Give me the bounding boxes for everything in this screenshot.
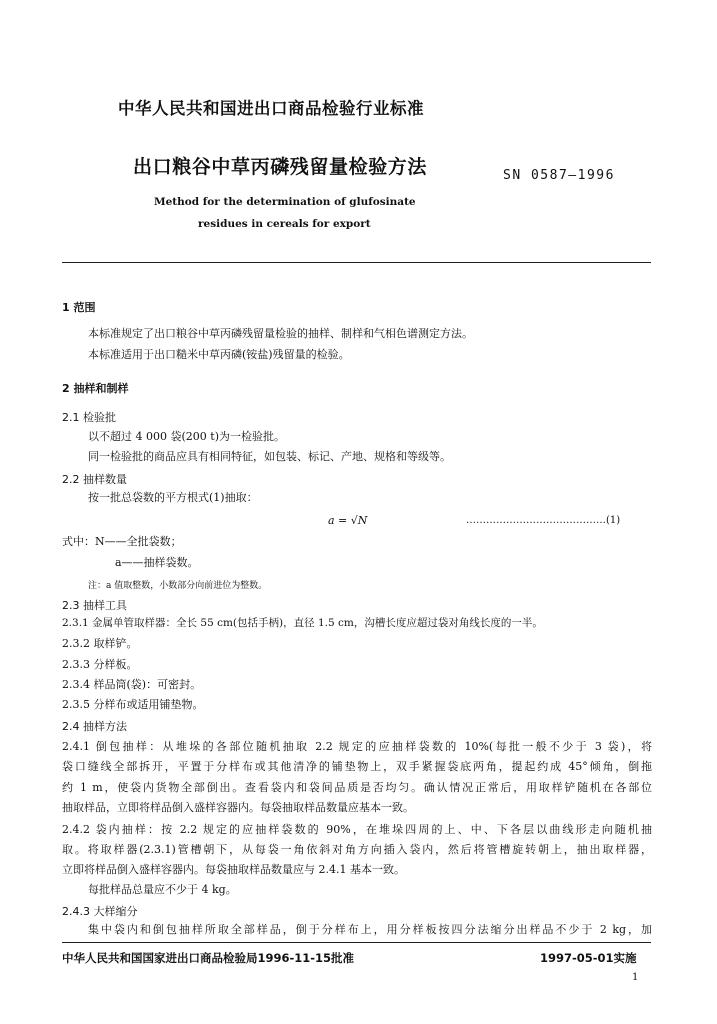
section-2-3-2: 2.3.2 取样铲。	[62, 637, 138, 650]
page-number: 1	[632, 972, 639, 983]
section-2-2-title: 2.2 抽样数量	[62, 473, 127, 486]
english-title-line2: residues in cereals for export	[198, 218, 371, 230]
header-divider	[62, 262, 651, 263]
section-2-4-1-line-4: 抽取样品，立即将样品倒入盛样容器内。每袋抽取样品数量应基本一致。	[62, 801, 414, 814]
formula-number: ……………………………………(1)	[466, 515, 621, 526]
section-2-1-paragraph-2: 同一检验批的商品应具有相同特征，如包装、标记、产地、规格和等级等。	[88, 450, 451, 463]
where-n: 式中：N——全批袋数；	[62, 535, 182, 548]
english-title-line1: Method for the determination of glufosinate	[154, 196, 416, 208]
standard-number: SN 0587—1996	[503, 168, 615, 183]
section-2-2-paragraph-1: 按一批总袋数的平方根式(1)抽取：	[88, 491, 258, 504]
section-1-title: 1 范围	[62, 301, 96, 314]
section-2-1-paragraph-1: 以不超过 4 000 袋(200 t)为一检验批。	[88, 430, 285, 443]
footer-effective-date: 1997-05-01实施	[540, 951, 637, 965]
section-2-1-title: 2.1 检验批	[62, 411, 116, 424]
section-2-4-3-line-1: 集中袋内和倒包抽样所取全部样品，倒于分样布上，用分样板按四分法缩分出样品不少于 2 kg，加	[88, 923, 652, 936]
document-title: 出口粮谷中草丙磷残留量检验方法	[133, 156, 428, 178]
footer-issuer: 中华人民共和国国家进出口商品检验局1996-11-15批准	[62, 951, 355, 965]
section-2-4-title: 2.4 抽样方法	[62, 720, 127, 733]
section-2-4-1-line-2: 袋口缝线全部拆开，平置于分样布或其他清净的铺垫物上，双手紧握袋底两角，提起约成 45°倾角，倒拖	[62, 760, 652, 773]
section-2-4-2-line-3: 立即将样品倒入盛样容器内。每袋抽取样品数量应与 2.4.1 基本一致。	[62, 863, 405, 876]
section-1-paragraph-1: 本标准规定了出口粮谷中草丙磷残留量检验的抽样、制样和气相色谱测定方法。	[88, 327, 473, 340]
section-2-3-title: 2.3 抽样工具	[62, 599, 127, 612]
note: 注：a 值取整数，小数部分向前进位为整数。	[88, 581, 268, 591]
section-2-3-5: 2.3.5 分样布或适用铺垫物。	[62, 698, 204, 711]
section-2-4-1-line-3: 约 1 m，使袋内货物全部倒出。查看袋内和袋间品质是否均匀。确认情况正常后，用取样铲随机在各部位	[62, 781, 652, 794]
standard-category: 中华人民共和国进出口商品检验行业标准	[118, 99, 424, 118]
section-2-4-1-line-1: 2.4.1 倒包抽样：从堆垛的各部位随机抽取 2.2 规定的应抽样袋数的 10%(每批一般不少于 3 袋)，将	[62, 740, 652, 753]
section-2-4-3-title: 2.4.3 大样缩分	[62, 905, 138, 918]
section-2-3-3: 2.3.3 分样板。	[62, 658, 138, 671]
section-2-4-2-line-1: 2.4.2 袋内抽样：按 2.2 规定的应抽样袋数的 90%，在堆垛四周的上、中、下各层以曲线形走向随机抽	[62, 823, 652, 836]
formula: a = √N	[328, 514, 368, 527]
section-2-3-1: 2.3.1 金属单管取样器：全长 55 cm(包括手柄)，直径 1.5 cm，沟槽长度应超过袋对角线长度的一半。	[62, 617, 543, 629]
section-2-3-4: 2.3.4 样品筒(袋)：可密封。	[62, 678, 202, 691]
section-2-4-2-paragraph-2: 每批样品总量应不少于 4 kg。	[88, 883, 237, 896]
where-a: a——抽样袋数。	[115, 556, 199, 569]
footer-divider	[62, 942, 651, 943]
section-2-title: 2 抽样和制样	[62, 382, 129, 395]
section-2-4-2-line-2: 取。将取样器(2.3.1)管槽朝下，从每袋一角依斜对角方向插入袋内，然后将管槽旋转朝上，抽出取样器，	[62, 843, 652, 856]
section-1-paragraph-2: 本标准适用于出口糙米中草丙磷(铵盐)残留量的检验。	[88, 348, 350, 361]
